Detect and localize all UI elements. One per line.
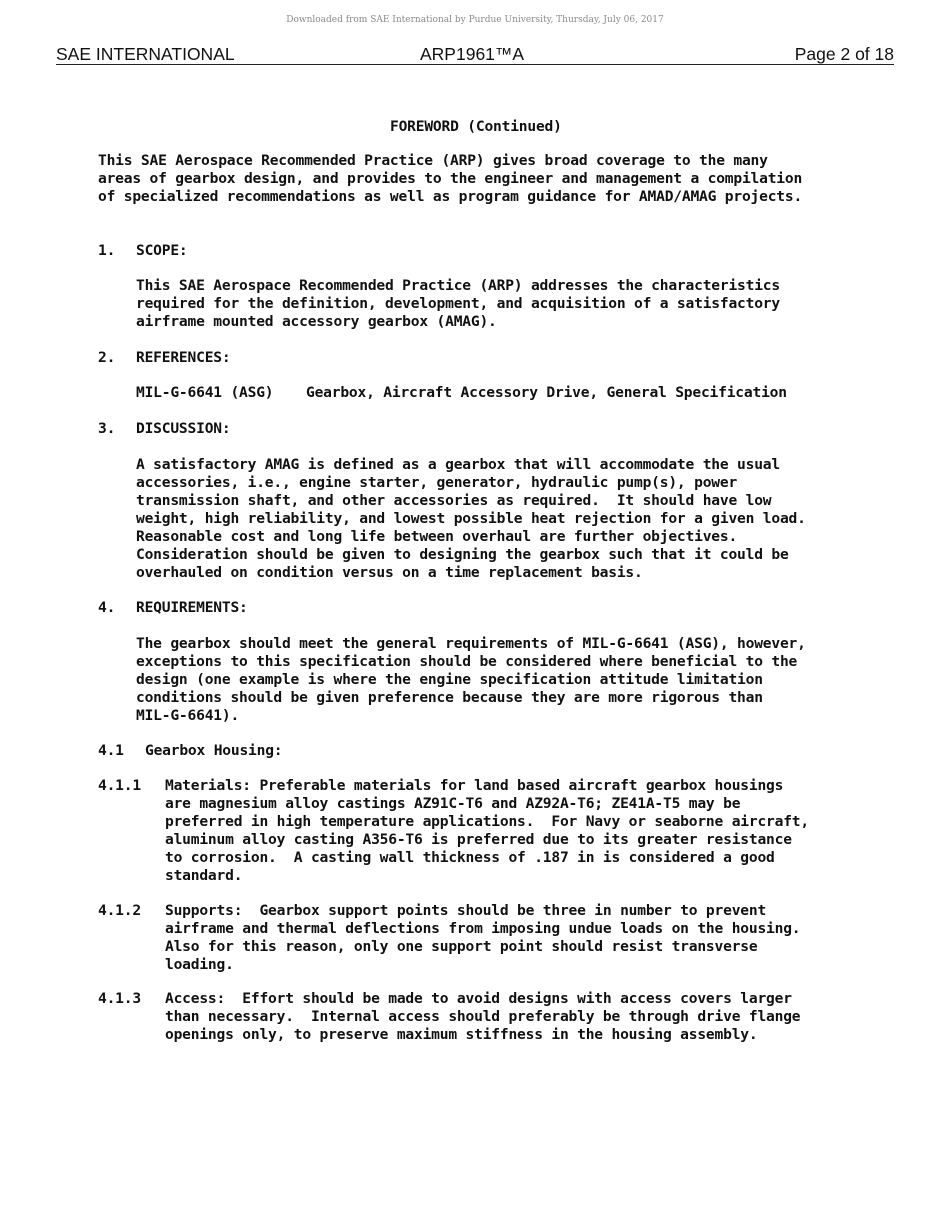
access-line: openings only, to preserve maximum stiffness in the housing assembly.	[165, 1026, 758, 1043]
discussion-line: accessories, i.e., engine starter, generator, hydraulic pump(s), power	[136, 474, 738, 491]
section-number-discussion: 3.	[98, 420, 116, 437]
section-heading-requirements: REQUIREMENTS:	[136, 599, 248, 616]
section-heading-discussion: DISCUSSION:	[136, 420, 231, 437]
page-header	[56, 44, 894, 65]
section-number-requirements: 4.	[98, 599, 116, 616]
section-number-materials: 4.1.1	[98, 777, 141, 794]
requirements-line: MIL-G-6641).	[136, 707, 240, 724]
foreword-title: FOREWORD (Continued)	[390, 118, 562, 135]
materials-line: are magnesium alloy castings AZ91C-T6 and AZ92A-T6; ZE41A-T5 may be	[165, 795, 741, 812]
materials-line: Materials: Preferable materials for land based aircraft gearbox housings	[165, 777, 784, 794]
header-document-number: ARP1961™A	[420, 44, 525, 64]
discussion-line: Reasonable cost and long life between overhaul are further objectives.	[136, 528, 738, 545]
materials-line: standard.	[165, 867, 243, 884]
section-number-scope: 1.	[98, 242, 116, 259]
foreword-line: This SAE Aerospace Recommended Practice (ARP) gives broad coverage to the many	[98, 152, 768, 169]
section-number-supports: 4.1.2	[98, 902, 141, 919]
foreword-line: of specialized recommendations as well as program guidance for AMAD/AMAG projects.	[98, 188, 803, 205]
requirements-line: design (one example is where the engine specification attitude limitation	[136, 671, 763, 688]
section-number-references: 2.	[98, 349, 116, 366]
supports-line: Supports: Gearbox support points should be three in number to prevent	[165, 902, 767, 919]
materials-line: aluminum alloy casting A356-T6 is preferred due to its greater resistance	[165, 831, 792, 848]
discussion-line: weight, high reliability, and lowest possible heat rejection for a given load.	[136, 510, 806, 527]
reference-document-title: Gearbox, Aircraft Accessory Drive, General Specification	[306, 384, 787, 401]
section-heading-references: REFERENCES:	[136, 349, 231, 366]
header-page-number: Page 2 of 18	[794, 44, 894, 64]
access-line: Access: Effort should be made to avoid designs with access covers larger	[165, 990, 792, 1007]
section-heading-scope: SCOPE:	[136, 242, 188, 259]
materials-line: preferred in high temperature applications. For Navy or seaborne aircraft,	[165, 813, 809, 830]
materials-line: to corrosion. A casting wall thickness of .187 in is considered a good	[165, 849, 775, 866]
download-notice: Downloaded from SAE International by Purdue University, Thursday, July 06, 2017	[286, 15, 664, 25]
scope-line: required for the definition, development, and acquisition of a satisfactory	[136, 295, 780, 312]
scope-line: This SAE Aerospace Recommended Practice (ARP) addresses the characteristics	[136, 277, 780, 294]
header-organization: SAE INTERNATIONAL	[56, 44, 235, 64]
supports-line: Also for this reason, only one support point should resist transverse	[165, 938, 758, 955]
section-number-housing: 4.1	[98, 742, 124, 759]
section-number-access: 4.1.3	[98, 990, 141, 1007]
discussion-line: Consideration should be given to designing the gearbox such that it could be	[136, 546, 789, 563]
supports-line: airframe and thermal deflections from imposing undue loads on the housing.	[165, 920, 801, 937]
reference-document-id: MIL-G-6641 (ASG)	[136, 384, 274, 401]
foreword-line: areas of gearbox design, and provides to the engineer and management a compilation	[98, 170, 803, 187]
discussion-line: overhauled on condition versus on a time replacement basis.	[136, 564, 643, 581]
discussion-line: transmission shaft, and other accessories as required. It should have low	[136, 492, 772, 509]
scope-line: airframe mounted accessory gearbox (AMAG).	[136, 313, 497, 330]
discussion-line: A satisfactory AMAG is defined as a gearbox that will accommodate the usual	[136, 456, 780, 473]
supports-line: loading.	[165, 956, 234, 973]
requirements-line: The gearbox should meet the general requirements of MIL-G-6641 (ASG), however,	[136, 635, 806, 652]
requirements-line: exceptions to this specification should be considered where beneficial to the	[136, 653, 798, 670]
section-heading-housing: Gearbox Housing:	[145, 742, 283, 759]
access-line: than necessary. Internal access should preferably be through drive flange	[165, 1008, 801, 1025]
requirements-line: conditions should be given preference because they are more rigorous than	[136, 689, 763, 706]
